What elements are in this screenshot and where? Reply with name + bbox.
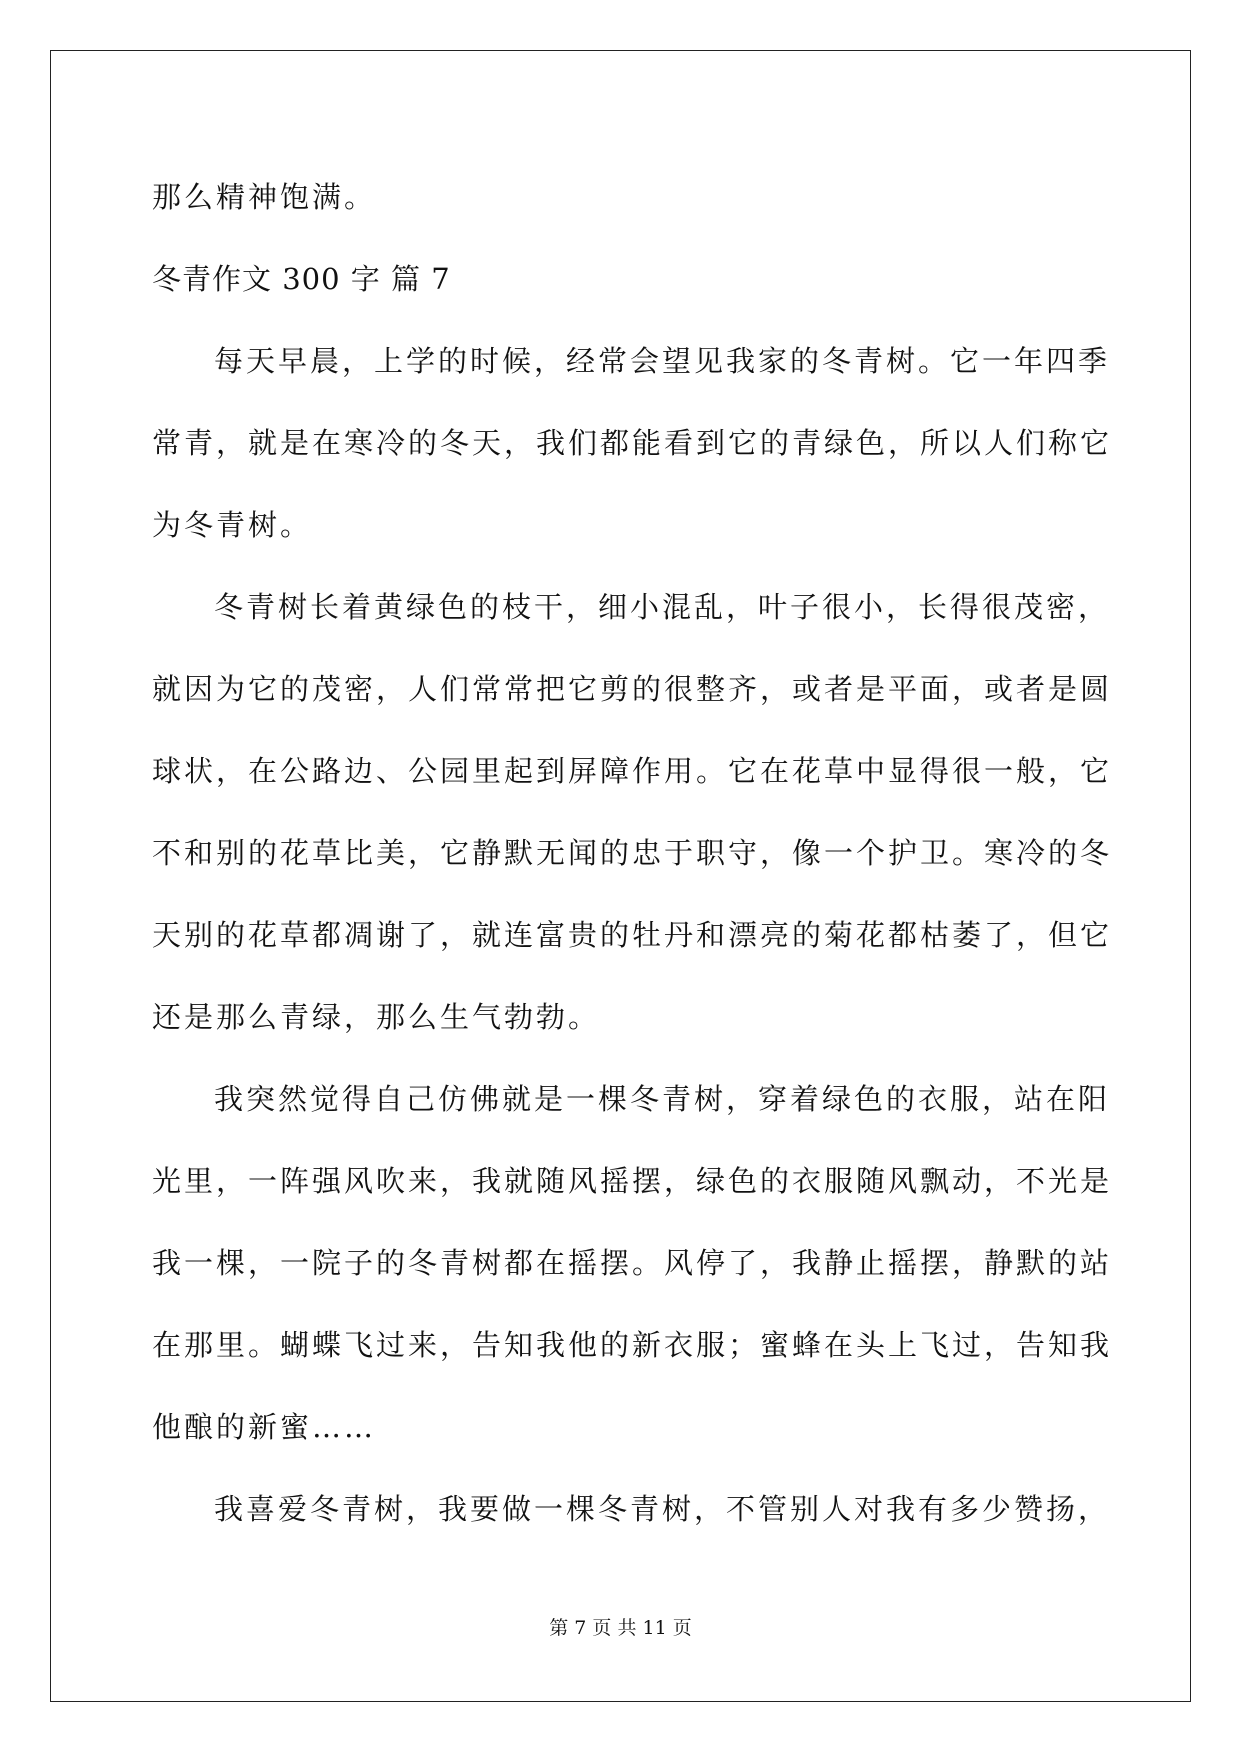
text-line: 还是那么青绿，那么生气勃勃。 xyxy=(152,1000,601,1034)
text-line: 那么精神饱满。 xyxy=(152,180,377,214)
document-body xyxy=(152,156,1113,1550)
text-line: 为冬青树。 xyxy=(152,508,313,542)
text-line: 我喜爱冬青树，我要做一棵冬青树，不管别人对我有多少赞扬， xyxy=(214,1492,1111,1526)
text-line: 每天早晨，上学的时候，经常会望见我家的冬青树。它一年四季 xyxy=(214,344,1111,378)
text-line: 球状，在公路边、公园里起到屏障作用。它在花草中显得很一般，它 xyxy=(152,754,1113,788)
text-line: 就因为它的茂密，人们常常把它剪的很整齐，或者是平面，或者是圆 xyxy=(152,672,1113,706)
text-line: 常青，就是在寒冷的冬天，我们都能看到它的青绿色，所以人们称它 xyxy=(152,426,1113,460)
text-line: 我一棵，一院子的冬青树都在摇摆。风停了，我静止摇摆，静默的站 xyxy=(152,1246,1113,1280)
text-line: 我突然觉得自己仿佛就是一棵冬青树，穿着绿色的衣服，站在阳 xyxy=(214,1082,1111,1116)
section-heading: 冬青作文 300 字 篇 7 xyxy=(152,262,451,296)
text-line: 冬青树长着黄绿色的枝干，细小混乱，叶子很小，长得很茂密， xyxy=(214,590,1111,624)
page-footer: 第 7 页 共 11 页 xyxy=(549,1617,692,1639)
text-line: 他酿的新蜜…… xyxy=(152,1410,377,1444)
text-line: 光里，一阵强风吹来，我就随风摇摆，绿色的衣服随风飘动，不光是 xyxy=(152,1164,1113,1198)
text-line: 天别的花草都凋谢了，就连富贵的牡丹和漂亮的菊花都枯萎了，但它 xyxy=(152,918,1113,952)
text-line: 在那里。蝴蝶飞过来，告知我他的新衣服；蜜蜂在头上飞过，告知我 xyxy=(152,1328,1113,1362)
text-line: 不和别的花草比美，它静默无闻的忠于职守，像一个护卫。寒冷的冬 xyxy=(152,836,1113,870)
